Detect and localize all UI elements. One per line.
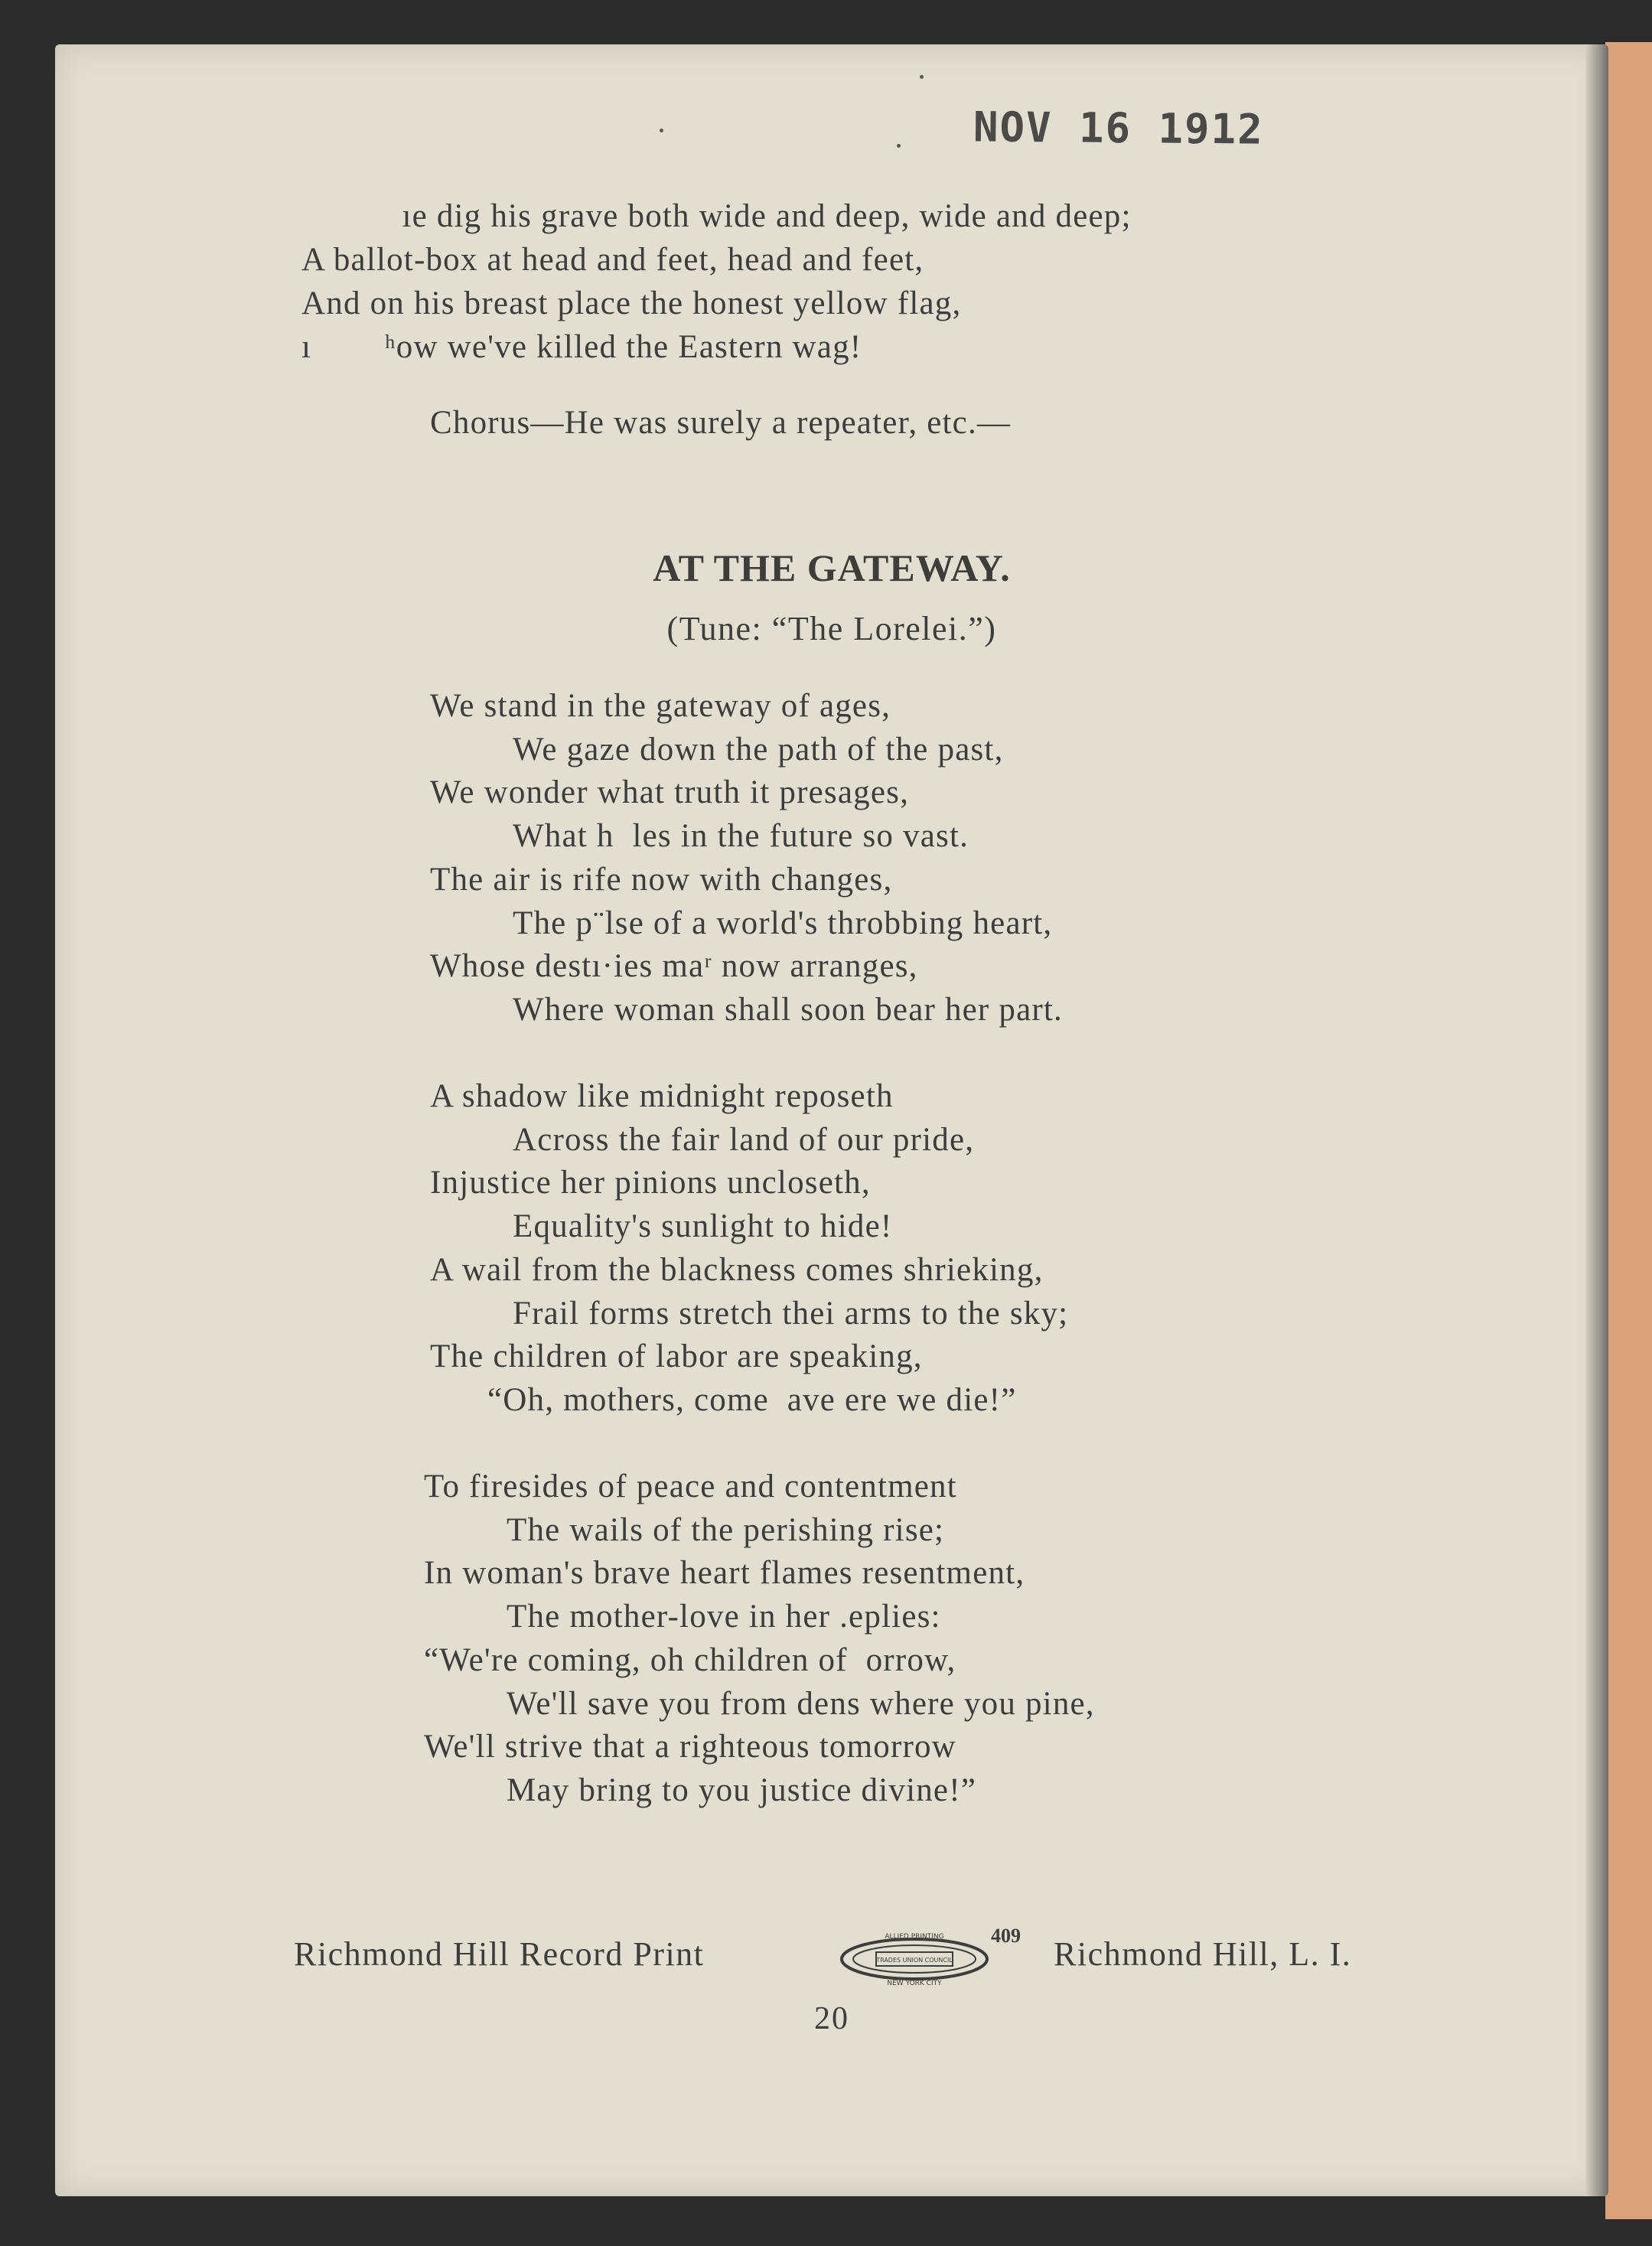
stanza-1-line: What h les in the future so vast. — [513, 818, 969, 854]
cover-edge — [1605, 42, 1652, 2219]
song-title: AT THE GATEWAY. — [653, 546, 1011, 589]
stanza-3-line: In woman's brave heart flames resentment, — [424, 1555, 1025, 1591]
stanza-1-line: The p¨lse of a world's throbbing heart, — [513, 905, 1053, 941]
stanza-2-line: A wail from the blackness comes shrieking, — [430, 1252, 1044, 1288]
song-tune: (Tune: “The Lorelei.”) — [666, 610, 997, 647]
stanza-2-line: “Oh, mothers, come ave ere we die!” — [487, 1382, 1017, 1418]
stanza-1-line: Where woman shall soon bear her part. — [513, 992, 1064, 1028]
page-binding-edge — [1585, 44, 1608, 2196]
prev-song-line: And on his breast place the honest yellow flag, — [301, 285, 962, 321]
chorus-line: Chorus—He was surely a repeater, etc.— — [430, 405, 1012, 441]
union-label-logo — [834, 1925, 1025, 1987]
stanza-1-line: We wonder what truth it presages, — [430, 774, 910, 810]
stanza-3-line: The mother-love in her .eplies: — [507, 1599, 941, 1635]
received-date-stamp: NOV 16 1912 — [973, 103, 1264, 154]
ink-speck — [897, 144, 901, 148]
printer-location: Richmond Hill, L. I. — [1054, 1935, 1352, 1973]
union-label-top-text: ALLIED PRINTING — [885, 1933, 944, 1941]
stanza-1-line: Whose destı·ies maʳ now arranges, — [430, 948, 918, 984]
stanza-2-line: Across the fair land of our pride, — [513, 1122, 975, 1158]
printer-name: Richmond Hill Record Print — [294, 1935, 705, 1973]
book-page — [55, 44, 1608, 2196]
stanza-3-line: “We're coming, oh children of orrow, — [424, 1642, 956, 1678]
ink-speck — [920, 75, 924, 79]
stanza-2-line: Injustice her pinions uncloseth, — [430, 1165, 871, 1201]
stanza-3-line: May bring to you justice divine!” — [507, 1772, 977, 1808]
prev-song-line: ı ʰow we've killed the Eastern wag! — [301, 329, 862, 365]
ink-speck — [660, 129, 663, 132]
prev-song-line: A ballot-box at head and feet, head and feet, — [301, 242, 924, 278]
stanza-1-line: We gaze down the path of the past, — [513, 732, 1004, 768]
stanza-3-line: The wails of the perishing rise; — [507, 1512, 945, 1548]
union-label-number: 409 — [991, 1925, 1021, 1947]
prev-song-line: ıe dig his grave both wide and deep, wide and deep; — [301, 198, 1132, 234]
stanza-2-line: A shadow like midnight reposeth — [430, 1078, 894, 1114]
stanza-3-line: We'll strive that a righteous tomorrow — [424, 1729, 956, 1765]
stanza-3-line: We'll save you from dens where you pine, — [507, 1686, 1095, 1722]
stanza-2-line: Frail forms stretch thei arms to the sky; — [513, 1296, 1069, 1332]
stanza-2-line: Equality's sunlight to hide! — [513, 1208, 893, 1244]
stanza-2-line: The children of labor are speaking, — [430, 1338, 923, 1374]
union-label-middle-text: TRADES UNION COUNCIL — [876, 1957, 953, 1964]
stanza-1-line: The air is rife now with changes, — [430, 862, 893, 898]
union-label-bottom-text: NEW YORK CITY — [887, 1980, 942, 1987]
stanza-3-line: To firesides of peace and contentment — [424, 1469, 957, 1504]
page-number: 20 — [814, 2001, 849, 2036]
stanza-1-line: We stand in the gateway of ages, — [430, 688, 891, 724]
